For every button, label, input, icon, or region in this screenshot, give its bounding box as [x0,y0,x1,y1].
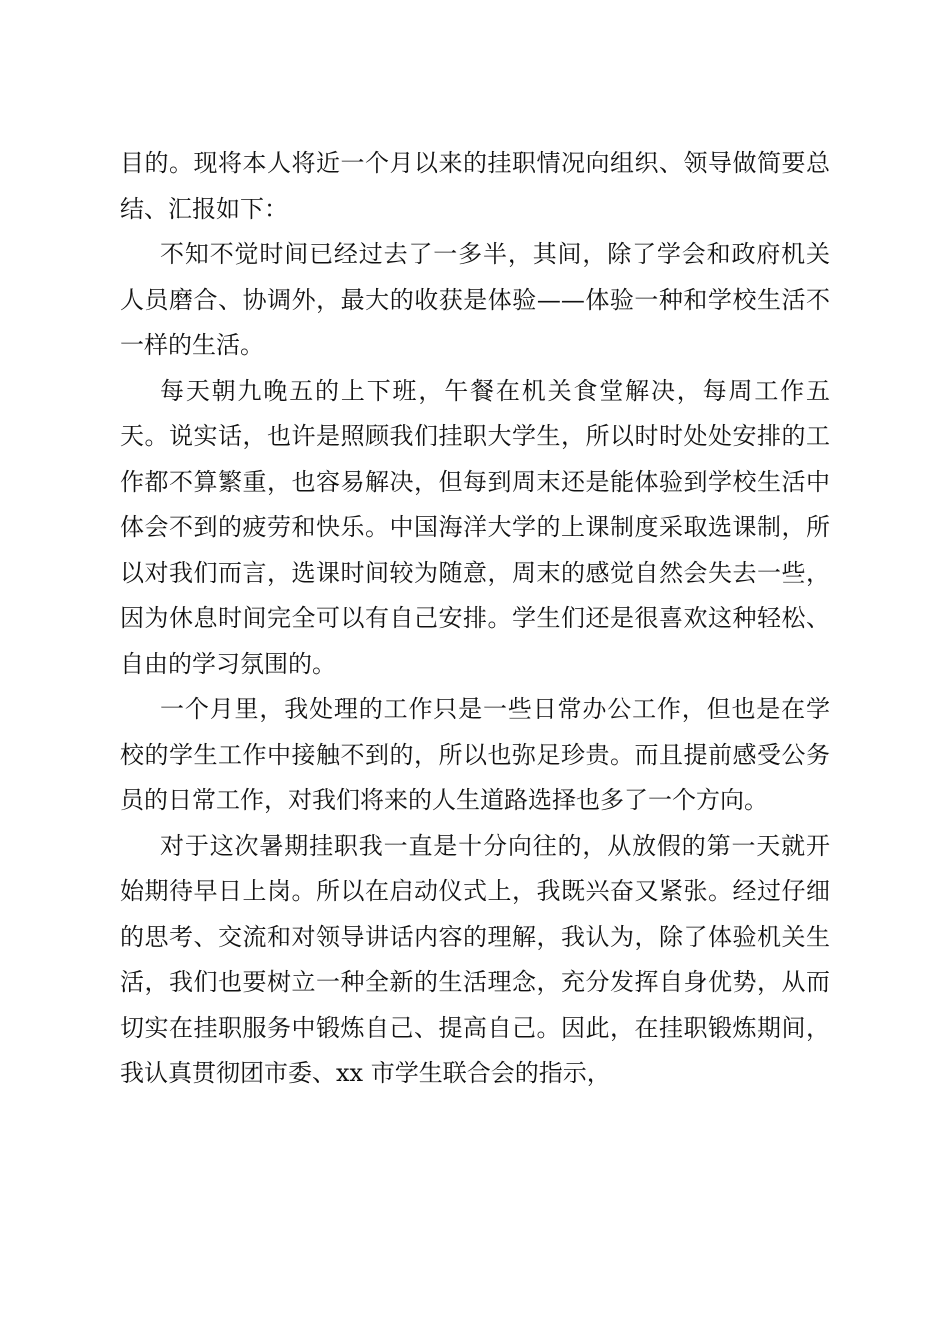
paragraph-1: 目的。现将本人将近一个月以来的挂职情况向组织、领导做简要总结、汇报如下： [120,149,830,223]
paragraph-4: 一个月里，我处理的工作只是一些日常办公工作，但也是在学校的学生工作中接触不到的，所以也弥足珍贵。而且提前感受公务员的日常工作，对我们将来的人生道路选择也多了一个方向。 [120,695,830,814]
paragraph-2: 不知不觉时间已经过去了一多半，其间，除了学会和政府机关人员磨合、协调外，最大的收获是体验——体验一种和学校生活不一样的生活。 [120,240,830,359]
document-body [120,141,830,1097]
paragraph-5: 对于这次暑期挂职我一直是十分向往的，从放假的第一天就开始期待早日上岗。所以在启动仪式上，我既兴奋又紧张。经过仔细的思考、交流和对领导讲话内容的理解，我认为，除了体验机关生活，我们也要树立一种全新的生活理念，充分发挥自身优势，从而切实在挂职服务中锻炼自己、提高自己。因此，在挂职锻炼期间，我认真贯彻团市委、xx 市学生联合会的指示， [120,831,830,1087]
paragraph-3: 每天朝九晚五的上下班，午餐在机关食堂解决，每周工作五天。说实话，也许是照顾我们挂职大学生，所以时时处处安排的工作都不算繁重，也容易解决，但每到周末还是能体验到学校生活中体会不到的疲劳和快乐。中国海洋大学的上课制度采取选课制，所以对我们而言，选课时间较为随意，周末的感觉自然会失去一些，因为休息时间完全可以有自己安排。学生们还是很喜欢这种轻松、自由的学习氛围的。 [120,376,830,678]
